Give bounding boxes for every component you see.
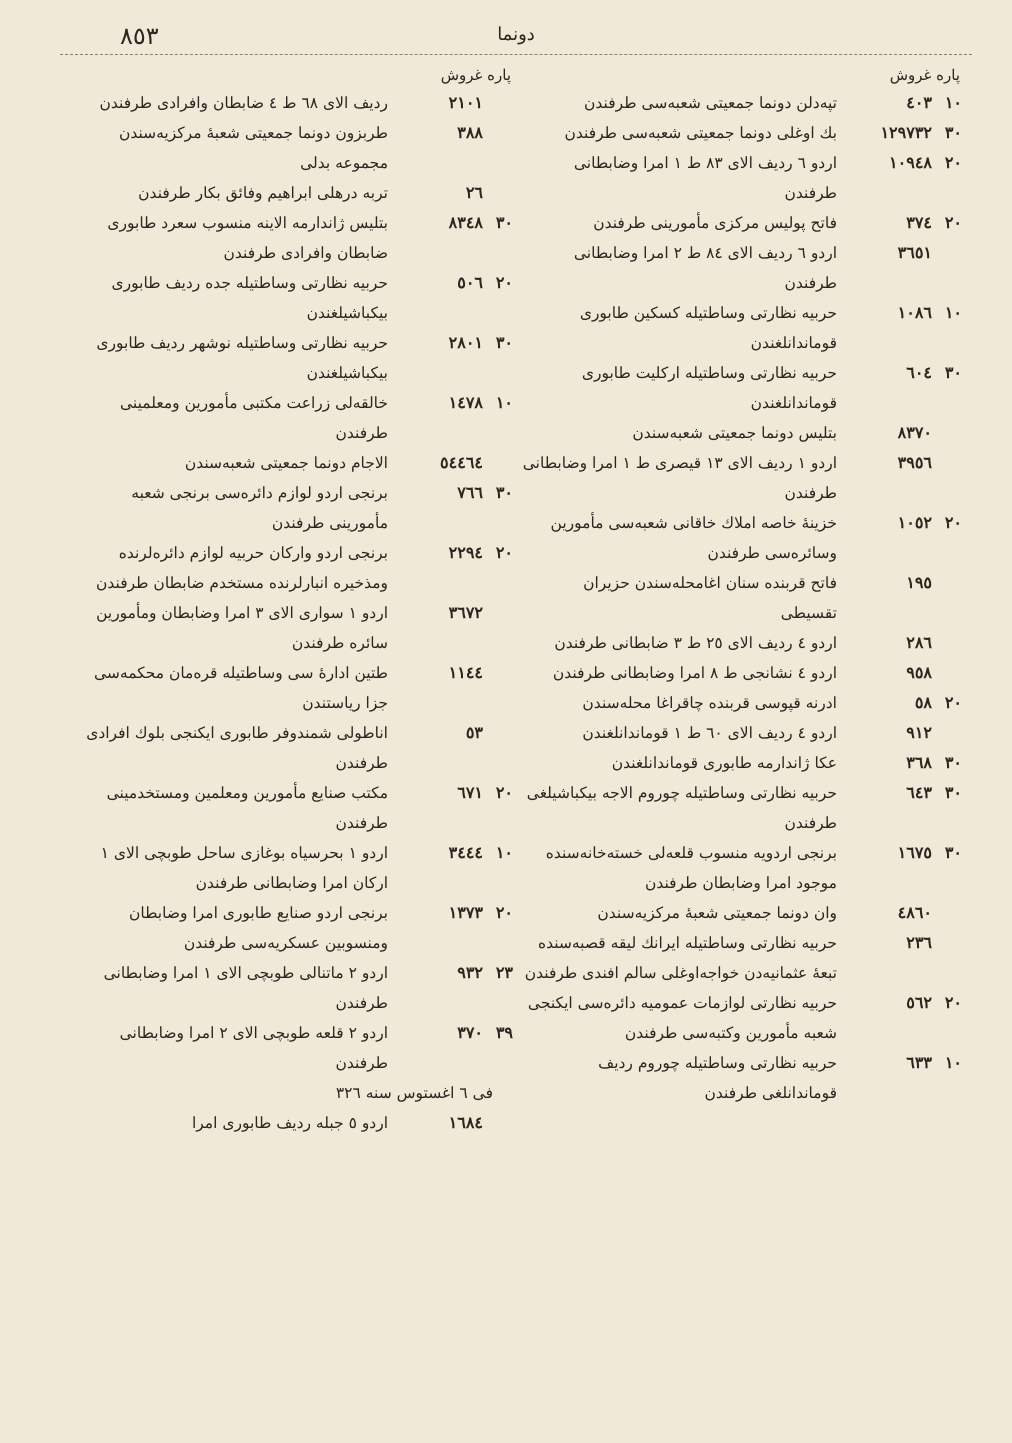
ledger-entry — [68, 478, 513, 538]
ledger-entry — [68, 598, 513, 658]
page-number: ٨٥٣ — [120, 22, 159, 50]
entry-amount — [842, 208, 962, 238]
ledger-entry — [68, 178, 513, 208]
left-column — [68, 66, 513, 1138]
ledger-entry — [522, 148, 962, 208]
entry-para: ٣٠ — [944, 363, 962, 382]
entry-amount — [393, 1018, 513, 1048]
ledger-entry — [522, 448, 962, 508]
entry-description: حربیه نظارتی وساطتیله ایرانك لیقه قصبه‌سنده تبعهٔ عثمانیه‌دن خواجه‌اوغلی سالم افندی طرفندن — [524, 934, 837, 982]
entry-para: ٣٠ — [944, 783, 962, 802]
entry-kurus: ٢٣٦ — [906, 933, 932, 952]
entry-description: ادرنه قپوسی قربنده چاقراغا محله‌سندن — [582, 694, 837, 712]
entry-description: عکا ژاندارمه طابوری قوماندانلغندن — [611, 754, 837, 772]
entry-amount — [842, 88, 962, 118]
entry-description: حربیه نظارتی وساطتیله جده ردیف طابوری بیکباشیلغندن — [111, 274, 388, 322]
entry-amount — [393, 208, 513, 238]
entry-kurus: ٢٨٠١ — [448, 333, 483, 352]
entry-para: ٢٣ — [495, 963, 513, 982]
entry-amount — [393, 538, 513, 568]
ledger-entry — [522, 238, 962, 298]
ledger-entry — [68, 838, 513, 898]
entry-description: مکتب صنایع مأمورین ومعلمین ومستخدمینی طرفندن — [106, 784, 388, 832]
entry-description: طربزون دونما جمعیتی شعبهٔ مرکزیه‌سندن مجموعه بدلی — [118, 124, 388, 172]
entry-kurus: ٥٦٢ — [906, 993, 932, 1012]
entry-amount — [393, 178, 513, 208]
entry-kurus: ١١٤٤ — [448, 663, 483, 682]
entry-amount — [842, 298, 962, 328]
entry-kurus: ٣٩٥٦ — [897, 453, 932, 472]
entry-amount — [393, 598, 513, 628]
entry-kurus: ٧٦٦ — [457, 483, 483, 502]
ledger-entry — [522, 628, 962, 658]
column-heading: پاره غروش — [889, 66, 960, 84]
entry-para: ٢٠ — [495, 273, 513, 292]
entry-kurus: ٣٦٥١ — [897, 243, 932, 262]
entry-amount — [393, 88, 513, 118]
entry-kurus: ١٢٩٧٣٢ — [880, 123, 932, 142]
entry-description: بك اوغلی دونما جمعیتی شعبه‌سی طرفندن — [564, 124, 837, 142]
entry-description: الاجام دونما جمعیتی شعبه‌سندن — [184, 454, 388, 472]
ledger-entry — [522, 118, 962, 148]
entry-para: ١٠ — [944, 303, 962, 322]
entry-amount — [842, 658, 962, 688]
entry-description: فاتح پولیس مرکزی مأمورینی طرفندن — [593, 214, 837, 232]
entry-amount — [842, 928, 962, 958]
entry-amount — [842, 118, 962, 148]
entry-amount — [842, 718, 962, 748]
entry-description: اردو ١ بحرسیاه بوغازی ساحل طوبچی الای ١ ارکان امرا وضابطانی طرفندن — [100, 844, 388, 892]
entry-kurus: ٩٥٨ — [906, 663, 932, 682]
entry-amount — [393, 958, 513, 988]
entry-para: ٣٠ — [944, 843, 962, 862]
ledger-entry — [522, 838, 962, 898]
entry-description: اردو ١ سواری الای ٣ امرا وضابطان ومأمورین سائره طرفندن — [96, 604, 388, 652]
ledger-entry — [522, 748, 962, 778]
ledger-entry — [68, 1018, 513, 1078]
ledger-entry — [522, 508, 962, 568]
ledger-entry — [68, 268, 513, 328]
ledger-entry — [68, 958, 513, 1018]
entry-kurus: ٥٨ — [914, 693, 932, 712]
ledger-entry — [522, 988, 962, 1048]
ledger-entry — [68, 1108, 513, 1138]
entry-description: ردیف الای ٦٨ ط ٤ ضابطان وافرادی طرفندن — [99, 94, 388, 112]
entry-amount — [393, 898, 513, 928]
entry-description: حربیه نظارتی وساطتیله نوشهر ردیف طابوری بیکباشیلغندن — [96, 334, 388, 382]
ledger-entry — [68, 388, 513, 448]
entry-amount — [842, 988, 962, 1018]
ledger-entry — [522, 88, 962, 118]
entry-kurus: ٨٣٧٠ — [897, 423, 932, 442]
entry-kurus: ٢٦ — [465, 183, 483, 202]
entry-amount — [842, 418, 962, 448]
ledger-entry — [522, 658, 962, 688]
entry-kurus: ٥٤٤٦٤ — [440, 453, 483, 472]
entry-amount — [393, 778, 513, 808]
entry-description: اردو ٤ ردیف الای ٦٠ ط ١ قوماندانلغندن — [582, 724, 837, 742]
entry-description: تپه‌دلن دونما جمعیتی شعبه‌سی طرفندن — [584, 94, 837, 112]
entry-amount — [842, 838, 962, 868]
entry-kurus: ١٠٨٦ — [897, 303, 932, 322]
ledger-entry — [68, 718, 513, 778]
entry-description: حربیه نظارتی لوازمات عمومیه دائره‌سی ایکنجی شعبه مأمورین وکتبه‌سی طرفندن — [527, 994, 837, 1042]
left-entries — [68, 88, 513, 1138]
ledger-entry — [522, 208, 962, 238]
entry-amount — [842, 148, 962, 178]
entry-kurus: ٤٨٦٠ — [897, 903, 932, 922]
ledger-entry — [68, 1078, 513, 1108]
running-head: دونما — [497, 24, 535, 45]
entry-description: برنجی اردو وارکان حربیه لوازم دائره‌لرنده ومذخیره انبارلرنده مستخدم ضابطان طرفندن — [96, 544, 388, 592]
entry-description: بتلیس ژاندارمه الاینه منسوب سعرد طابوری ضابطان وافرادی طرفندن — [107, 214, 388, 262]
entry-para: ٣٠ — [495, 483, 513, 502]
entry-kurus: ٨٣٤٨ — [448, 213, 483, 232]
ledger-entry — [522, 568, 962, 628]
entry-kurus: ١٦٨٤ — [448, 1113, 483, 1132]
ledger-entry — [68, 118, 513, 178]
ledger-entry — [522, 418, 962, 448]
entry-amount — [393, 448, 513, 478]
entry-description: خالقه‌لی زراعت مکتبی مأمورین ومعلمینی طرفندن — [120, 394, 388, 442]
entry-para: ٢٠ — [495, 783, 513, 802]
entry-amount — [393, 478, 513, 508]
entry-kurus: ٣٦٨ — [906, 753, 932, 772]
entry-description: برنجی اردویه منسوب قلعه‌لی خسته‌خانه‌سنده موجود امرا وضابطان طرفندن — [545, 844, 837, 892]
entry-amount — [842, 508, 962, 538]
entry-kurus: ١٩٥ — [906, 573, 932, 592]
entry-kurus: ٩٣٢ — [457, 963, 483, 982]
entry-amount — [393, 328, 513, 358]
right-entries — [522, 88, 962, 1108]
entry-kurus: ٩١٢ — [906, 723, 932, 742]
entry-kurus: ٣٧٤ — [906, 213, 932, 232]
entry-description: تربه درهلی ابراهیم وفائق بکار طرفندن — [138, 184, 388, 202]
ledger-entry — [68, 88, 513, 118]
entry-kurus: ٦٤٣ — [906, 783, 932, 802]
entry-description: وان دونما جمعیتی شعبهٔ مرکزیه‌سندن — [597, 904, 837, 922]
entry-para: ٣٠ — [944, 123, 962, 142]
right-column — [522, 66, 962, 1108]
ledger-entry — [68, 208, 513, 268]
entry-amount — [393, 388, 513, 418]
entry-amount — [393, 1108, 513, 1138]
ledger-entry — [68, 778, 513, 838]
ledger-entry — [522, 898, 962, 928]
entry-kurus: ٢٢٩٤ — [448, 543, 483, 562]
entry-date: فی ٦ اغستوس سنه ٣٢٦ — [335, 1084, 493, 1102]
entry-description: اناطولی شمندوفر طابوری ایکنجی بلوك افرادی طرفندن — [86, 724, 388, 772]
entry-para: ٢٠ — [944, 213, 962, 232]
entry-kurus: ١٠٥٢ — [897, 513, 932, 532]
entry-kurus: ١٦٧٥ — [897, 843, 932, 862]
entry-para: ٢٠ — [944, 993, 962, 1012]
entry-kurus: ١٤٧٨ — [448, 393, 483, 412]
entry-para: ٢٠ — [944, 693, 962, 712]
entry-description: اردو ٢ قلعه طوبچی الای ٢ امرا وضابطانی طرفندن — [119, 1024, 388, 1072]
ledger-entry — [522, 358, 962, 418]
entry-para: ١٠ — [944, 93, 962, 112]
entry-amount — [842, 688, 962, 718]
entry-kurus: ٥٠٦ — [457, 273, 483, 292]
entry-description: برنجی اردو صنایع طابوری امرا وضابطان ومنسوبین عسکریه‌سی طرفندن — [128, 904, 388, 952]
entry-amount — [842, 448, 962, 478]
entry-amount — [393, 268, 513, 298]
entry-amount — [842, 238, 962, 268]
ledger-entry — [68, 538, 513, 598]
entry-description: اردو ٦ ردیف الای ٨٤ ط ٢ امرا وضابطانی طرفندن — [573, 244, 837, 292]
ledger-entry — [522, 298, 962, 358]
entry-amount — [393, 658, 513, 688]
entry-para: ٢٠ — [944, 153, 962, 172]
entry-description: فاتح قربنده سنان اغامحله‌سندن حزیران تقسیطی — [583, 574, 837, 622]
entry-para: ٣٠ — [495, 213, 513, 232]
entry-para: ٣٠ — [495, 333, 513, 352]
entry-description: برنجی اردو لوازم دائره‌سی برنجی شعبه مأمورینی طرفندن — [131, 484, 388, 532]
ledger-entry — [68, 658, 513, 718]
entry-description: اردو ٥ جبله ردیف طابوری امرا — [191, 1114, 388, 1132]
entry-amount — [393, 838, 513, 868]
entry-kurus: ٤٠٣ — [906, 93, 932, 112]
entry-kurus: ١٣٧٣ — [448, 903, 483, 922]
entry-description: حربیه نظارتی وساطتیله چوروم الاجه بیکباشیلغی طرفندن — [526, 784, 837, 832]
entry-description: اردو ٤ نشانجی ط ٨ امرا وضابطانی طرفندن — [552, 664, 837, 682]
entry-amount — [842, 358, 962, 388]
entry-description: حربیه نظارتی وساطتیله ارکلیت طابوری قوماندانلغندن — [581, 364, 837, 412]
entry-amount — [842, 898, 962, 928]
entry-description: اردو ١ ردیف الای ١٣ قیصری ط ١ امرا وضابطانی طرفندن — [522, 454, 837, 502]
entry-amount — [842, 748, 962, 778]
entry-amount — [842, 1048, 962, 1078]
entry-description: طتین ادارهٔ سی وساطتیله قره‌مان محکمه‌سی جزا ریاستندن — [93, 664, 388, 712]
ledger-entry — [522, 1048, 962, 1108]
entry-kurus: ٦٠٤ — [906, 363, 932, 382]
entry-kurus: ٦٧١ — [457, 783, 483, 802]
entry-description: اردو ٢ ماتنالی طوبچی الای ١ امرا وضابطانی طرفندن — [103, 964, 388, 1012]
entry-kurus: ٦٣٣ — [906, 1053, 932, 1072]
column-heading: پاره غروش — [440, 66, 511, 84]
entry-description: خزینهٔ خاصه املاك خاقانی شعبه‌سی مأمورین وسائره‌سی طرفندن — [550, 514, 837, 562]
entry-amount — [393, 118, 513, 148]
ledger-entry — [68, 448, 513, 478]
ledger-entry — [68, 328, 513, 388]
entry-para: ٣٩ — [495, 1023, 513, 1042]
entry-description: حربیه نظارتی وساطتیله کسکین طابوری قوماندانلغندن — [579, 304, 837, 352]
entry-description: اردو ٤ ردیف الای ٢٥ ط ٣ ضابطانی طرفندن — [554, 634, 837, 652]
entry-kurus: ٢٨٦ — [906, 633, 932, 652]
entry-para: ٢٠ — [944, 513, 962, 532]
ledger-entry — [68, 898, 513, 958]
entry-para: ١٠ — [495, 843, 513, 862]
entry-para: ٢٠ — [495, 543, 513, 562]
entry-description: اردو ٦ ردیف الای ٨٣ ط ١ امرا وضابطانی طرفندن — [573, 154, 837, 202]
ledger-entry — [522, 778, 962, 838]
page-header — [60, 14, 972, 55]
entry-amount — [842, 778, 962, 808]
ledger-entry — [522, 718, 962, 748]
entry-kurus: ١٠٩٤٨ — [889, 153, 932, 172]
entry-amount — [393, 718, 513, 748]
entry-para: ٢٠ — [495, 903, 513, 922]
entry-para: ١٠ — [495, 393, 513, 412]
entry-para: ١٠ — [944, 1053, 962, 1072]
entry-description: بتلیس دونما جمعیتی شعبه‌سندن — [632, 424, 837, 442]
ledger-entry — [522, 688, 962, 718]
ledger-entry — [522, 928, 962, 988]
entry-kurus: ٢١٠١ — [448, 93, 483, 112]
entry-amount — [842, 568, 962, 598]
entry-description: حربیه نظارتی وساطتیله چوروم ردیف قوماندانلغی طرفندن — [598, 1054, 837, 1102]
entry-kurus: ٣٤٤٤ — [448, 843, 483, 862]
entry-kurus: ٣٦٧٢ — [448, 603, 483, 622]
entry-kurus: ٣٨٨ — [457, 123, 483, 142]
entry-kurus: ٣٧٠ — [457, 1023, 483, 1042]
entry-para: ٣٠ — [944, 753, 962, 772]
entry-kurus: ٥٣ — [465, 723, 483, 742]
entry-amount — [842, 628, 962, 658]
